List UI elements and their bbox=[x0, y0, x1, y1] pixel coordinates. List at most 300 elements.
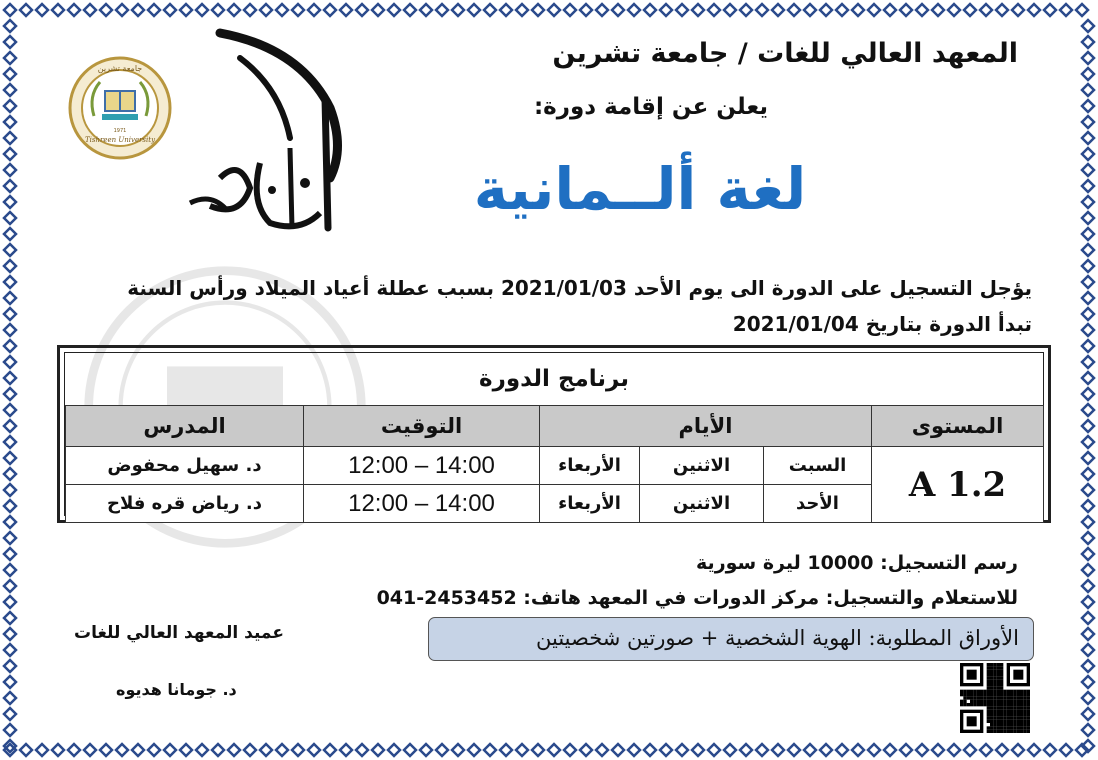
qr-module bbox=[1017, 690, 1020, 693]
border-ornament bbox=[1028, 744, 1040, 756]
qr-module bbox=[973, 690, 976, 693]
border-ornament bbox=[1082, 292, 1094, 304]
qr-module bbox=[1007, 710, 1010, 713]
qr-module bbox=[970, 696, 973, 699]
qr-module bbox=[1000, 686, 1003, 689]
qr-module bbox=[993, 710, 996, 713]
qr-module bbox=[990, 700, 993, 703]
logo-english-text: Tishreen University bbox=[84, 136, 156, 144]
border-ornament bbox=[516, 4, 528, 16]
qr-module bbox=[1027, 693, 1030, 696]
border-ornament bbox=[1082, 52, 1094, 64]
qr-module bbox=[1003, 710, 1006, 713]
border-ornament bbox=[1060, 744, 1072, 756]
border-ornament bbox=[500, 4, 512, 16]
qr-module bbox=[1023, 710, 1026, 713]
border-ornament bbox=[452, 4, 464, 16]
border-ornament bbox=[756, 4, 768, 16]
qr-module bbox=[987, 686, 990, 689]
border-ornament bbox=[1082, 196, 1094, 208]
border-ornament bbox=[4, 148, 16, 160]
qr-module bbox=[1000, 706, 1003, 709]
border-ornament bbox=[4, 100, 16, 112]
qr-module bbox=[1017, 713, 1020, 716]
border-ornament bbox=[4, 436, 16, 448]
border-ornament bbox=[436, 744, 448, 756]
border-ornament bbox=[1012, 744, 1024, 756]
qr-module bbox=[960, 690, 963, 693]
qr-module bbox=[993, 703, 996, 706]
qr-module bbox=[1003, 690, 1006, 693]
border-ornament bbox=[1082, 404, 1094, 416]
border-ornament bbox=[596, 4, 608, 16]
logo-year-text: 1971 bbox=[113, 128, 127, 134]
qr-module bbox=[990, 720, 993, 723]
border-ornament bbox=[1082, 708, 1094, 720]
qr-module bbox=[997, 713, 1000, 716]
border-ornament bbox=[1082, 36, 1094, 48]
border-ornament bbox=[1082, 468, 1094, 480]
border-ornament bbox=[820, 4, 832, 16]
qr-module bbox=[990, 663, 993, 666]
border-ornament bbox=[20, 744, 32, 756]
qr-module bbox=[990, 730, 993, 733]
border-ornament bbox=[1082, 612, 1094, 624]
border-ornament bbox=[4, 708, 16, 720]
border-ornament bbox=[932, 4, 944, 16]
qr-module bbox=[1023, 693, 1026, 696]
border-ornament bbox=[564, 4, 576, 16]
qr-module bbox=[1017, 710, 1020, 713]
qr-module bbox=[1007, 693, 1010, 696]
qr-module bbox=[990, 706, 993, 709]
border-ornament bbox=[436, 4, 448, 16]
border-ornament bbox=[132, 744, 144, 756]
qr-module bbox=[1017, 726, 1020, 729]
qr-module bbox=[973, 693, 976, 696]
qr-module bbox=[987, 710, 990, 713]
qr-module bbox=[1020, 710, 1023, 713]
qr-module bbox=[993, 723, 996, 726]
border-ornament bbox=[292, 744, 304, 756]
qr-module bbox=[1013, 696, 1016, 699]
qr-module bbox=[1020, 696, 1023, 699]
border-ornament bbox=[820, 744, 832, 756]
qr-module bbox=[1010, 696, 1013, 699]
border-ornament bbox=[4, 260, 16, 272]
qr-module bbox=[963, 690, 966, 693]
qr-module bbox=[960, 703, 963, 706]
border-ornament bbox=[4, 660, 16, 672]
qr-module bbox=[1007, 700, 1010, 703]
qr-module bbox=[1000, 680, 1003, 683]
qr-module bbox=[987, 683, 990, 686]
qr-module bbox=[983, 700, 986, 703]
qr-module bbox=[1023, 703, 1026, 706]
border-ornament bbox=[404, 4, 416, 16]
qr-module bbox=[1013, 710, 1016, 713]
header-teacher: المدرس bbox=[66, 406, 304, 447]
qr-module bbox=[1007, 720, 1010, 723]
qr-module bbox=[1007, 726, 1010, 729]
qr-module bbox=[1000, 676, 1003, 679]
dean-title: عميد المعهد العالي للغات bbox=[74, 623, 284, 643]
qr-module bbox=[960, 693, 963, 696]
border-ornament bbox=[4, 548, 16, 560]
day-cell: الأربعاء bbox=[540, 447, 640, 485]
border-ornament bbox=[404, 744, 416, 756]
border-ornament bbox=[4, 516, 16, 528]
border-ornament bbox=[964, 4, 976, 16]
qr-module bbox=[1010, 726, 1013, 729]
qr-module bbox=[990, 693, 993, 696]
announcement-text: يعلن عن إقامة دورة: bbox=[533, 94, 768, 120]
border-ornament bbox=[1082, 116, 1094, 128]
qr-module bbox=[1003, 703, 1006, 706]
qr-module bbox=[1010, 706, 1013, 709]
qr-module bbox=[990, 676, 993, 679]
qr-module bbox=[987, 716, 990, 719]
qr-module bbox=[990, 666, 993, 669]
border-ornament bbox=[4, 196, 16, 208]
border-ornament bbox=[180, 744, 192, 756]
border-ornament bbox=[1082, 356, 1094, 368]
border-ornament bbox=[1082, 388, 1094, 400]
border-ornament bbox=[724, 4, 736, 16]
qr-module bbox=[1010, 710, 1013, 713]
border-ornament bbox=[948, 4, 960, 16]
border-ornament bbox=[1082, 68, 1094, 80]
border-ornament bbox=[4, 180, 16, 192]
border-ornament bbox=[596, 744, 608, 756]
qr-module bbox=[987, 663, 990, 666]
border-ornament bbox=[164, 744, 176, 756]
border-ornament bbox=[1082, 212, 1094, 224]
qr-module bbox=[1023, 720, 1026, 723]
border-ornament bbox=[1082, 628, 1094, 640]
qr-module bbox=[1017, 730, 1020, 733]
qr-module bbox=[1027, 720, 1030, 723]
qr-module bbox=[970, 690, 973, 693]
qr-module bbox=[990, 713, 993, 716]
border-ornament bbox=[4, 228, 16, 240]
border-ornament bbox=[148, 744, 160, 756]
border-ornament bbox=[660, 4, 672, 16]
qr-module bbox=[997, 673, 1000, 676]
border-ornament bbox=[1082, 484, 1094, 496]
qr-module bbox=[997, 723, 1000, 726]
border-ornament bbox=[116, 744, 128, 756]
qr-module bbox=[1000, 723, 1003, 726]
time-cell: 12:00 – 14:00 bbox=[304, 485, 540, 523]
border-ornament bbox=[980, 4, 992, 16]
border-ornament bbox=[1082, 644, 1094, 656]
border-ornament bbox=[1082, 452, 1094, 464]
qr-module bbox=[1027, 710, 1030, 713]
qr-module bbox=[987, 670, 990, 673]
qr-module bbox=[987, 726, 990, 729]
border-ornament bbox=[708, 744, 720, 756]
day-cell: الأحد bbox=[764, 485, 872, 523]
border-ornament bbox=[324, 4, 336, 16]
schedule-title: برنامج الدورة bbox=[479, 366, 629, 392]
qr-module bbox=[1010, 713, 1013, 716]
border-ornament bbox=[1082, 580, 1094, 592]
border-ornament bbox=[260, 4, 272, 16]
border-ornament bbox=[724, 744, 736, 756]
qr-module bbox=[983, 693, 986, 696]
border-ornament bbox=[196, 744, 208, 756]
border-ornament bbox=[836, 4, 848, 16]
qr-module bbox=[1013, 720, 1016, 723]
qr-module bbox=[1023, 700, 1026, 703]
qr-module bbox=[1027, 730, 1030, 733]
border-ornament bbox=[4, 596, 16, 608]
qr-module bbox=[1010, 720, 1013, 723]
border-ornament bbox=[916, 744, 928, 756]
border-ornament bbox=[468, 4, 480, 16]
border-ornament bbox=[52, 4, 64, 16]
qr-module bbox=[1020, 723, 1023, 726]
qr-module bbox=[1003, 726, 1006, 729]
qr-module bbox=[1003, 720, 1006, 723]
qr-module bbox=[967, 703, 970, 706]
border-ornament bbox=[4, 644, 16, 656]
qr-module bbox=[997, 703, 1000, 706]
border-ornament bbox=[4, 308, 16, 320]
qr-module bbox=[1020, 716, 1023, 719]
border-ornament bbox=[4, 580, 16, 592]
border-ornament bbox=[772, 4, 784, 16]
qr-module bbox=[1000, 673, 1003, 676]
border-ornament bbox=[276, 744, 288, 756]
qr-module bbox=[1020, 703, 1023, 706]
qr-module bbox=[1020, 726, 1023, 729]
qr-module bbox=[993, 713, 996, 716]
qr-module bbox=[1017, 716, 1020, 719]
border-ornament bbox=[532, 744, 544, 756]
qr-module bbox=[987, 706, 990, 709]
qr-module bbox=[1027, 703, 1030, 706]
qr-module bbox=[1007, 703, 1010, 706]
border-ornament bbox=[388, 744, 400, 756]
qr-module bbox=[997, 720, 1000, 723]
qr-module bbox=[997, 716, 1000, 719]
qr-module bbox=[1000, 696, 1003, 699]
border-ornament bbox=[4, 84, 16, 96]
border-ornament bbox=[1082, 260, 1094, 272]
border-ornament bbox=[212, 744, 224, 756]
border-ornament bbox=[4, 324, 16, 336]
border-ornament bbox=[4, 244, 16, 256]
qr-module bbox=[1000, 670, 1003, 673]
qr-module bbox=[1020, 713, 1023, 716]
qr-code[interactable] bbox=[960, 663, 1030, 733]
qr-module bbox=[993, 696, 996, 699]
border-ornament bbox=[4, 356, 16, 368]
qr-module bbox=[1000, 683, 1003, 686]
qr-module bbox=[1027, 700, 1030, 703]
qr-module bbox=[1013, 690, 1016, 693]
qr-module bbox=[1000, 663, 1003, 666]
day-cell: السبت bbox=[764, 447, 872, 485]
qr-module bbox=[1027, 726, 1030, 729]
border-ornament bbox=[1044, 744, 1056, 756]
border-ornament bbox=[500, 744, 512, 756]
border-ornament bbox=[932, 744, 944, 756]
border-ornament bbox=[68, 4, 80, 16]
teacher-cell: د. رياض قره فلاح bbox=[66, 485, 304, 523]
border-ornament bbox=[1082, 420, 1094, 432]
qr-module bbox=[987, 693, 990, 696]
qr-module bbox=[997, 706, 1000, 709]
postponement-notice: يؤجل التسجيل على الدورة الى يوم الأحد 2021/01/03 بسبب عطلة أعياد الميلاد ورأس السنة bbox=[127, 276, 1032, 300]
border-ornament bbox=[484, 744, 496, 756]
institute-title: المعهد العالي للغات / جامعة تشرين bbox=[552, 38, 1018, 69]
border-ornament bbox=[100, 744, 112, 756]
border-ornament bbox=[4, 484, 16, 496]
qr-module bbox=[1023, 730, 1026, 733]
qr-module bbox=[980, 700, 983, 703]
qr-module bbox=[1023, 690, 1026, 693]
qr-module bbox=[993, 686, 996, 689]
qr-module bbox=[1000, 726, 1003, 729]
border-ornament bbox=[324, 744, 336, 756]
qr-module bbox=[990, 690, 993, 693]
qr-module bbox=[990, 673, 993, 676]
qr-module bbox=[967, 716, 977, 726]
qr-module bbox=[1017, 720, 1020, 723]
qr-module bbox=[987, 700, 990, 703]
qr-module bbox=[993, 716, 996, 719]
qr-module bbox=[997, 666, 1000, 669]
border-ornament bbox=[52, 744, 64, 756]
qr-module bbox=[977, 690, 980, 693]
border-ornament bbox=[1082, 148, 1094, 160]
qr-module bbox=[1020, 730, 1023, 733]
border-ornament bbox=[516, 744, 528, 756]
border-ornament bbox=[980, 744, 992, 756]
qr-module bbox=[987, 680, 990, 683]
border-ornament bbox=[852, 744, 864, 756]
qr-module bbox=[1003, 696, 1006, 699]
border-ornament bbox=[1082, 548, 1094, 560]
qr-module bbox=[980, 693, 983, 696]
qr-module bbox=[983, 690, 986, 693]
qr-module bbox=[967, 670, 977, 680]
qr-module bbox=[993, 700, 996, 703]
qr-module bbox=[997, 686, 1000, 689]
qr-module bbox=[1003, 713, 1006, 716]
qr-module bbox=[1000, 666, 1003, 669]
border-ornament bbox=[1082, 596, 1094, 608]
border-ornament bbox=[292, 4, 304, 16]
border-ornament bbox=[1012, 4, 1024, 16]
border-ornament bbox=[4, 292, 16, 304]
qr-module bbox=[1027, 716, 1030, 719]
qr-module bbox=[997, 710, 1000, 713]
border-ornament bbox=[1082, 20, 1094, 32]
border-ornament bbox=[4, 372, 16, 384]
qr-module bbox=[1023, 696, 1026, 699]
border-ornament bbox=[644, 744, 656, 756]
qr-module bbox=[997, 693, 1000, 696]
border-ornament bbox=[852, 4, 864, 16]
border-ornament bbox=[804, 744, 816, 756]
qr-module bbox=[977, 696, 980, 699]
border-ornament bbox=[164, 4, 176, 16]
border-ornament bbox=[1076, 4, 1088, 16]
border-ornament bbox=[420, 744, 432, 756]
qr-module bbox=[993, 676, 996, 679]
qr-module bbox=[993, 683, 996, 686]
qr-module bbox=[1013, 726, 1016, 729]
border-ornament bbox=[532, 4, 544, 16]
border-ornament bbox=[1082, 500, 1094, 512]
border-ornament bbox=[356, 744, 368, 756]
qr-module bbox=[1023, 713, 1026, 716]
qr-module bbox=[1007, 730, 1010, 733]
border-ornament bbox=[4, 628, 16, 640]
qr-module bbox=[990, 670, 993, 673]
header-days: الأيام bbox=[540, 406, 872, 447]
qr-module bbox=[1007, 690, 1010, 693]
border-ornament bbox=[4, 36, 16, 48]
qr-module bbox=[1013, 700, 1016, 703]
qr-module bbox=[1027, 706, 1030, 709]
border-ornament bbox=[420, 4, 432, 16]
border-ornament bbox=[1082, 532, 1094, 544]
border-ornament bbox=[372, 4, 384, 16]
qr-module bbox=[987, 673, 990, 676]
qr-module bbox=[1007, 723, 1010, 726]
border-ornament bbox=[4, 52, 16, 64]
qr-module bbox=[1000, 713, 1003, 716]
border-ornament bbox=[868, 744, 880, 756]
qr-module bbox=[993, 673, 996, 676]
qr-module bbox=[1000, 720, 1003, 723]
border-ornament bbox=[772, 744, 784, 756]
qr-module bbox=[977, 703, 980, 706]
qr-module bbox=[993, 680, 996, 683]
qr-module bbox=[1010, 723, 1013, 726]
border-ornament bbox=[836, 744, 848, 756]
day-cell: الاثنين bbox=[640, 447, 764, 485]
border-ornament bbox=[212, 4, 224, 16]
qr-module bbox=[987, 713, 990, 716]
schedule-header-row bbox=[66, 406, 1044, 447]
border-ornament bbox=[1082, 324, 1094, 336]
border-ornament bbox=[548, 4, 560, 16]
qr-module bbox=[1017, 693, 1020, 696]
border-ornament bbox=[308, 744, 320, 756]
border-ornament bbox=[484, 4, 496, 16]
border-ornament bbox=[20, 4, 32, 16]
border-ornament bbox=[1082, 660, 1094, 672]
border-ornament bbox=[692, 4, 704, 16]
qr-module bbox=[993, 720, 996, 723]
qr-module bbox=[1003, 706, 1006, 709]
qr-module bbox=[980, 696, 983, 699]
border-ornament bbox=[340, 744, 352, 756]
border-ornament bbox=[1082, 516, 1094, 528]
border-ornament bbox=[564, 744, 576, 756]
qr-module bbox=[1000, 690, 1003, 693]
border-ornament bbox=[628, 4, 640, 16]
qr-module bbox=[1003, 693, 1006, 696]
qr-module bbox=[987, 720, 990, 723]
qr-module bbox=[1023, 726, 1026, 729]
